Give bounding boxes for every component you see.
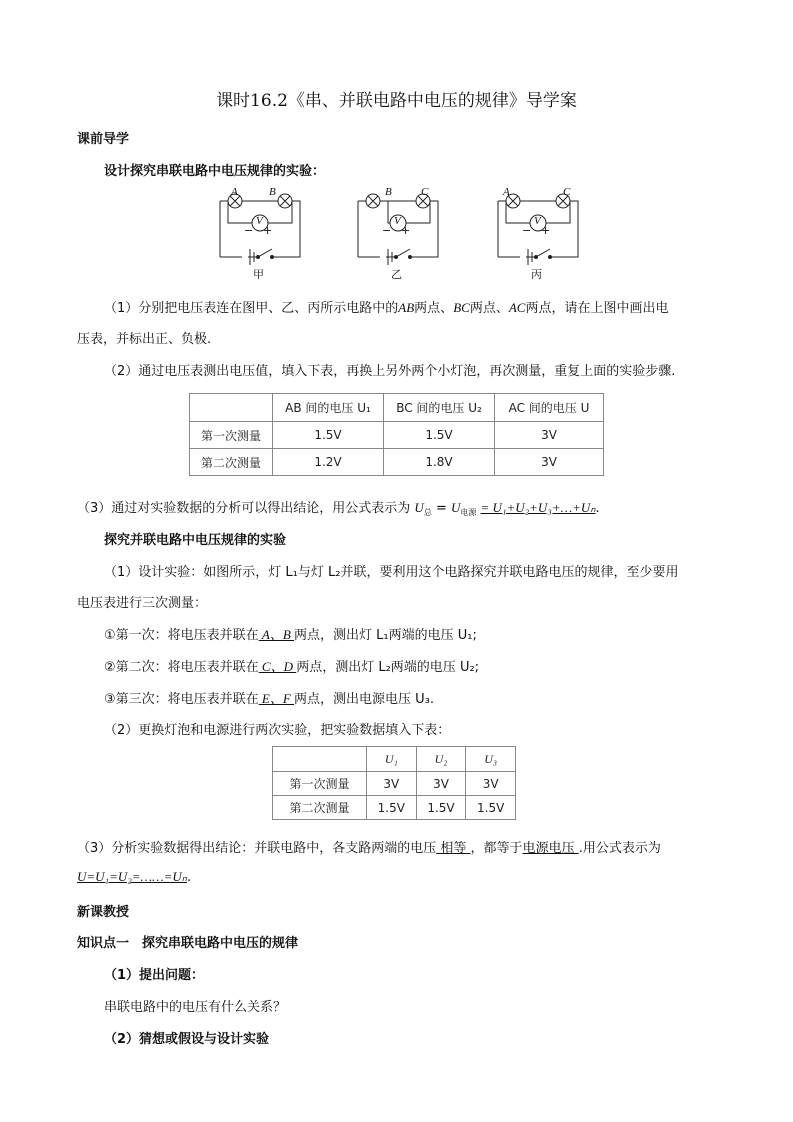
circuit-jia-label-a: A bbox=[231, 186, 238, 198]
circuit-yi-plus: + bbox=[401, 224, 411, 237]
parallel-step1-line1: （1）设计实验：如图所示，灯 L₁与灯 L₂并联，要利用这个电路探究并联电路电压的规律，至少要用 bbox=[104, 565, 679, 580]
circuit-bing-caption: 丙 bbox=[531, 268, 542, 281]
question-1-text: 串联电路中的电压有什么关系？ bbox=[104, 1000, 287, 1015]
circuit-yi-meter-symbol: V bbox=[394, 215, 401, 227]
table-cell: 3V bbox=[367, 772, 417, 796]
parallel-step3: （3）分析实验数据得出结论：并联电路中，各支路两端的电压 相等 ，都等于电源电压 .用公式表示为 bbox=[77, 841, 661, 856]
table-cell: 3V bbox=[495, 449, 604, 476]
page-title: 课时16.2《串、并联电路中电压的规律》导学案 bbox=[216, 91, 577, 111]
parallel-table-header-u2: U₂ bbox=[416, 747, 466, 772]
table-cell: 3V bbox=[416, 772, 466, 796]
table-cell: 1.5V bbox=[367, 796, 417, 820]
table-cell: 第二次测量 bbox=[190, 449, 273, 476]
measure-item-3-blank: E、F bbox=[258, 691, 295, 706]
parallel-heading: 探究并联电路中电压规律的实验 bbox=[104, 533, 287, 548]
table-cell: 1.8V bbox=[384, 449, 495, 476]
series-formula-answer: = U₁+U₂+U₃+…+Uₙ bbox=[480, 500, 596, 515]
circuit-jia-plus: + bbox=[263, 224, 273, 237]
series-step3: （3）通过对实验数据的分析可以得出结论，用公式表示为 $U_总 = U_{电源}$ = U₁+U₂+U₃+…+Uₙ. bbox=[77, 500, 600, 517]
measure-item-2-blank: C、D bbox=[258, 659, 297, 674]
circuit-jia-meter-symbol: V bbox=[256, 215, 263, 227]
table-cell: 1.5V bbox=[416, 796, 466, 820]
question-1-heading: （1）提出问题： bbox=[104, 968, 205, 983]
table-row bbox=[190, 422, 604, 449]
section-new-heading: 新课教授 bbox=[77, 905, 130, 920]
series-data-table bbox=[189, 393, 604, 476]
parallel-step2: （2）更换灯泡和电源进行两次实验，把实验数据填入下表： bbox=[104, 723, 451, 738]
series-heading: 设计探究串联电路中电压规律的实验： bbox=[104, 164, 326, 179]
series-table-header-ac: AC 间的电压 U bbox=[495, 394, 604, 422]
parallel-formula: U=U₁=U₂=……=Uₙ. bbox=[77, 869, 192, 885]
table-row bbox=[190, 449, 604, 476]
circuit-yi-caption: 乙 bbox=[391, 268, 402, 281]
table-cell: 第一次测量 bbox=[190, 422, 273, 449]
parallel-step1-line2: 电压表进行三次测量： bbox=[77, 596, 208, 611]
circuit-yi-minus: − bbox=[382, 224, 392, 237]
parallel-table-header-blank bbox=[273, 747, 367, 772]
measure-item-3: ③第三次：将电压表并联在 E、F 两点，测出电源电压 U₃. bbox=[104, 691, 435, 707]
parallel-data-table bbox=[272, 746, 516, 820]
series-table-header-ab: AB 间的电压 U₁ bbox=[273, 394, 384, 422]
parallel-table-header-u1: U₁ bbox=[367, 747, 417, 772]
parallel-step3-blank1: 相等 bbox=[436, 841, 471, 856]
table-cell: 1.5V bbox=[384, 422, 495, 449]
parallel-step3-blank2: 电源电压 bbox=[522, 841, 579, 856]
table-cell: 3V bbox=[466, 772, 516, 796]
table-cell: 3V bbox=[495, 422, 604, 449]
series-table-header-blank bbox=[190, 394, 273, 422]
parallel-table-header-u3: U₃ bbox=[466, 747, 516, 772]
table-cell: 第一次测量 bbox=[273, 772, 367, 796]
circuit-yi-label-c: C bbox=[421, 186, 429, 198]
measure-item-1: ①第一次：将电压表并联在 A、B 两点，测出灯 L₁两端的电压 U₁; bbox=[104, 627, 477, 643]
circuit-bing-label-a: A bbox=[503, 186, 510, 198]
knowledge-point-1: 知识点一 探究串联电路中电压的规律 bbox=[77, 936, 299, 951]
table-cell: 第二次测量 bbox=[273, 796, 367, 820]
series-step1-line1: （1）分别把电压表连在图甲、乙、丙所示电路中的AB两点、BC两点、AC两点，请在上图中画出电 bbox=[104, 300, 669, 316]
table-row bbox=[273, 796, 516, 820]
circuit-bing-label-c: C bbox=[563, 186, 571, 198]
measure-item-1-blank: A、B bbox=[258, 627, 295, 642]
series-table-header-bc: BC 间的电压 U₂ bbox=[384, 394, 495, 422]
table-row bbox=[273, 772, 516, 796]
series-step2: （2）通过电压表测出电压值，填入下表，再换上另外两个小灯泡，再次测量，重复上面的实验步骤. bbox=[104, 364, 676, 379]
measure-item-2: ②第二次：将电压表并联在 C、D 两点，测出灯 L₂两端的电压 U₂; bbox=[104, 659, 480, 675]
circuit-yi-label-b: B bbox=[385, 186, 392, 198]
question-2-heading: （2）猜想或假设与设计实验 bbox=[104, 1032, 270, 1047]
circuit-jia-minus: − bbox=[244, 224, 254, 237]
circuit-jia-caption: 甲 bbox=[253, 268, 264, 281]
circuit-bing-plus: + bbox=[541, 224, 551, 237]
series-step1-line2: 压表，并标出正、负极. bbox=[77, 332, 212, 347]
circuit-bing-minus: − bbox=[522, 224, 532, 237]
section-pre-heading: 课前导学 bbox=[77, 132, 130, 147]
table-cell: 1.2V bbox=[273, 449, 384, 476]
table-cell: 1.5V bbox=[466, 796, 516, 820]
circuit-jia-label-b: B bbox=[269, 186, 276, 198]
circuit-bing-meter-symbol: V bbox=[534, 215, 541, 227]
table-cell: 1.5V bbox=[273, 422, 384, 449]
